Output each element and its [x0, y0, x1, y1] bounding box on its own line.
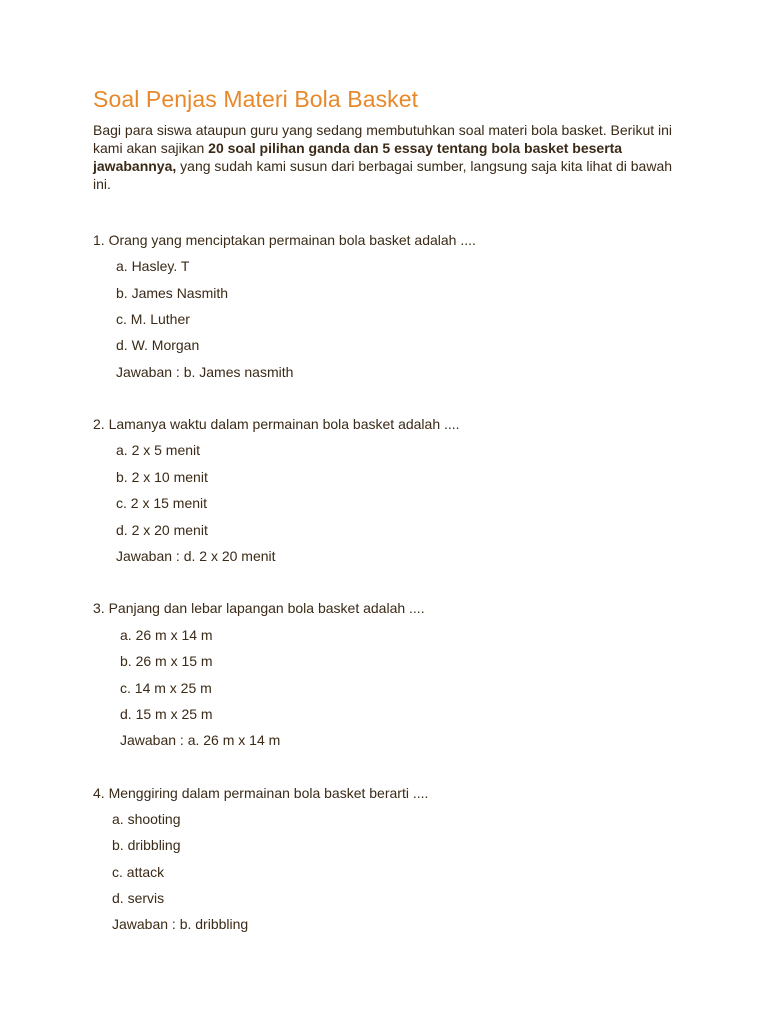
- option-d: d. 2 x 20 menit: [116, 522, 208, 538]
- option-b: b. James Nasmith: [116, 285, 229, 301]
- option-c: c. 14 m x 25 m: [120, 680, 212, 696]
- intro-bold-text: 20 soal pilihan ganda dan 5 essay tentang bola basket beserta jawabannya,: [93, 140, 623, 174]
- option-c: c. 2 x 15 menit: [116, 495, 208, 511]
- question-text: 2. Lamanya waktu dalam permainan bola basket adalah ....: [93, 416, 460, 432]
- option-d: d. W. Morgan: [116, 337, 200, 353]
- intro-text-end: yang sudah kami susun dari berbagai sumber, langsung saja kita lihat di bawah ini.: [93, 158, 673, 192]
- answer: Jawaban : a. 26 m x 14 m: [120, 732, 281, 748]
- option-d: d. 15 m x 25 m: [120, 706, 213, 722]
- option-a: a. 26 m x 14 m: [120, 627, 213, 643]
- option-a: a. shooting: [112, 811, 181, 827]
- question-text: 4. Menggiring dalam permainan bola basket berarti ....: [93, 785, 429, 801]
- option-b: b. 2 x 10 menit: [116, 469, 208, 485]
- option-a: a. Hasley. T: [116, 258, 190, 274]
- question-text: 3. Panjang dan lebar lapangan bola basket adalah ....: [93, 600, 425, 616]
- intro-paragraph: [93, 121, 683, 193]
- answer: Jawaban : b. dribbling: [112, 916, 249, 932]
- answer: Jawaban : b. James nasmith: [116, 364, 294, 380]
- option-a: a. 2 x 5 menit: [116, 442, 201, 458]
- intro-text: Bagi para siswa ataupun guru yang sedang membutuhkan soal materi bola basket. Berikut ini kami akan sajikan: [93, 122, 673, 156]
- option-c: c. M. Luther: [116, 311, 190, 327]
- option-b: b. dribbling: [112, 837, 181, 853]
- page-title: Soal Penjas Materi Bola Basket: [93, 86, 419, 112]
- option-c: c. attack: [112, 864, 165, 880]
- answer: Jawaban : d. 2 x 20 menit: [116, 548, 276, 564]
- option-b: b. 26 m x 15 m: [120, 653, 213, 669]
- question-text: 1. Orang yang menciptakan permainan bola basket adalah ....: [93, 232, 476, 248]
- option-d: d. servis: [112, 890, 165, 906]
